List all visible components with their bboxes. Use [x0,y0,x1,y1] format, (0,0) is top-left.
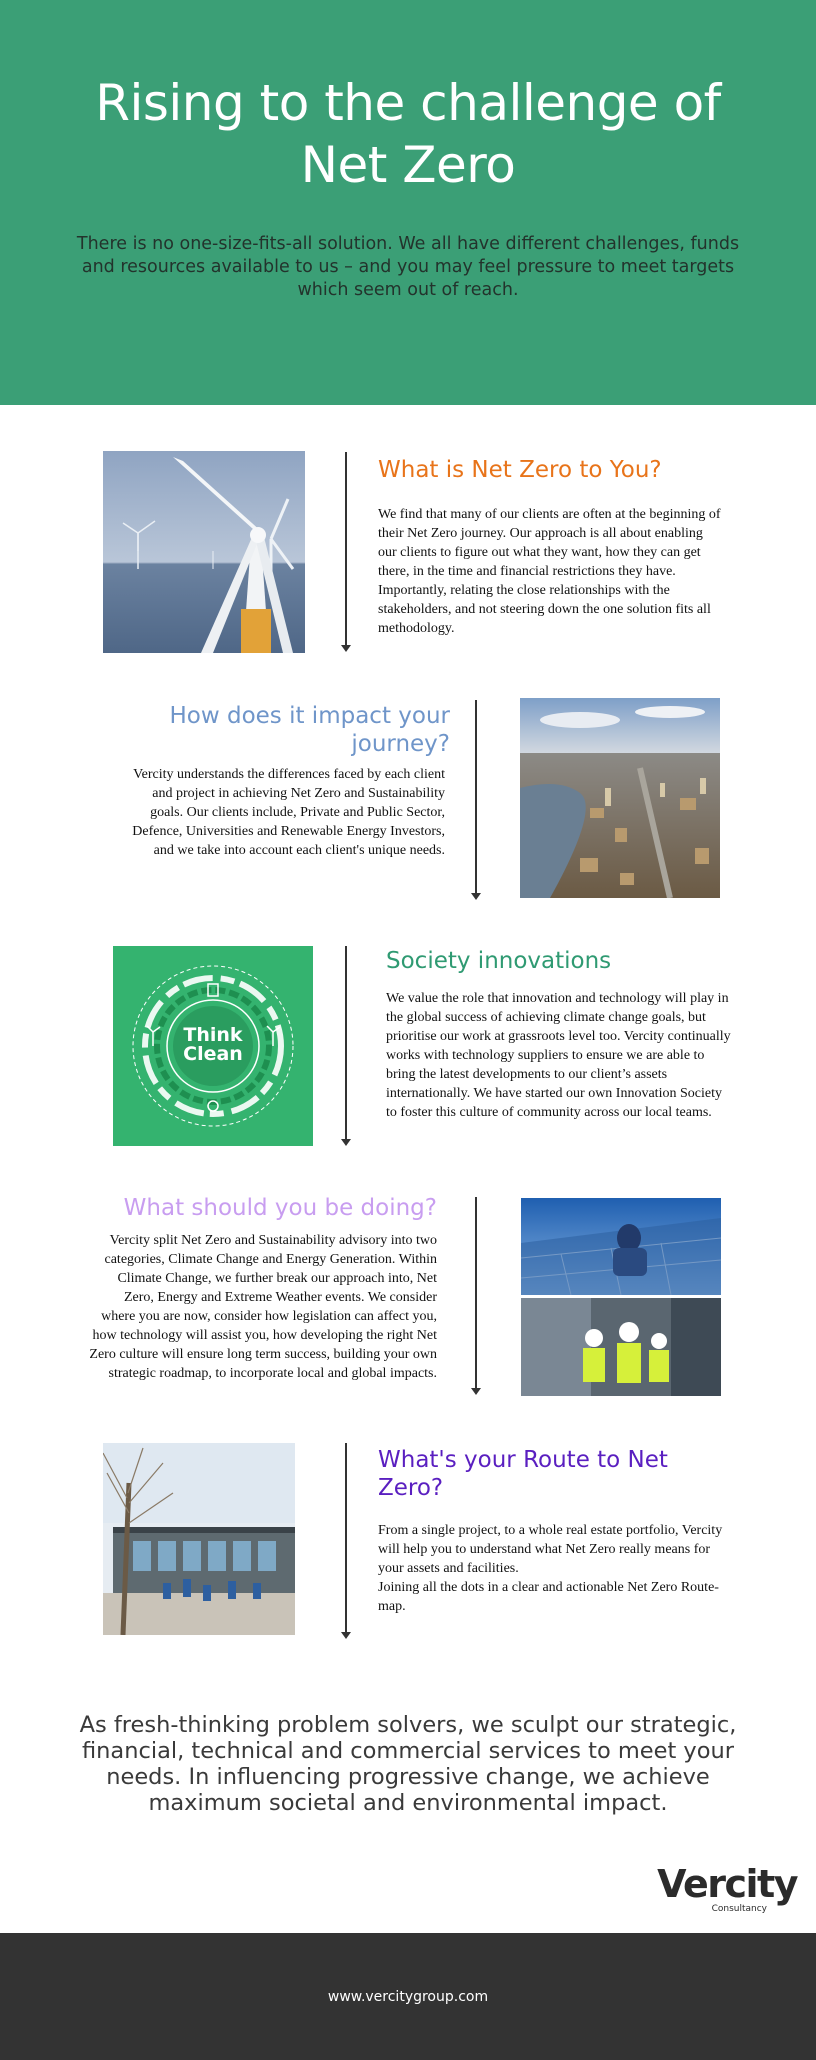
clean-label: Clean [183,1043,243,1065]
timeline-arrow [341,452,351,650]
school-children-image [103,1443,295,1635]
think-clean-text [113,1026,313,1064]
logo-subtitle: Consultancy [711,1904,767,1914]
section-2-heading: How does it impact your journey? [169,703,450,757]
page-title: Rising to the challenge of Net Zero [95,74,721,194]
section-5-body-text-2: Joining all the dots in a clear and actionable Net Zero Route-map. [378,1580,719,1614]
section-1-heading: What is Net Zero to You? [378,457,662,483]
section-5-body-text: From a single project, to a whole real estate portfolio, Vercity will help you to understand what Net Zero really means for your assets and facilities. [378,1523,723,1576]
vercity-logo [645,1862,797,1918]
section-4-body: Vercity split Net Zero and Sustainability advisory into two categories, Climate Change and Energy Generation. Within Climate Change, we further break our approach into, Net Zero, Energy and Extreme Weather events. We consider where you are now, consider how legislation can affect you, how technology will assist you, how developing the right Net Zero culture will ensure long term success, building your own strategic roadmap, to incorporate local and global impacts. [89,1233,437,1381]
timeline-arrow [341,946,351,1144]
section-3-heading: Society innovations [386,948,612,974]
section-2-body: Vercity understands the differences faced by each client and project in achieving Net Zero and Sustainability goals. Our clients include, Private and Public Sector, Defence, Universities and Renewable Energy Investors, and we take into account each client's unique needs. [132,767,445,858]
timeline-arrow [341,1443,351,1637]
hero-subtitle: There is no one-size-fits-all solution. We all have different challenges, funds and resources available to us – and you may feel pressure to meet targets which seem out of reach. [76,234,740,300]
logo-wordmark: Vercity [657,1862,797,1906]
section-5-body [378,1521,723,1616]
closing-statement: As fresh-thinking problem solvers, we sculpt our strategic, financial, technical and commercial services to meet your needs. In influencing progressive change, we achieve maximum societal and environmental impact. [79,1712,737,1816]
section-4-heading: What should you be doing? [123,1195,437,1221]
wind-turbines-image [103,451,305,653]
solar-and-workers-image [521,1198,721,1396]
section-5-heading: What's your Route to Net Zero? [378,1447,668,1501]
city-aerial-image [520,698,720,898]
hero-banner [0,0,816,405]
section-3-body: We value the role that innovation and technology will play in the global success of achieving climate change goals, but prioritise our work at grassroots level too. Vercity continually works with technology suppliers to ensure we are able to bring the latest developments to our client’s assets internationally. We have started our own Innovation Society to foster this culture of community across our local teams. [386,991,731,1120]
timeline-arrow [471,700,481,898]
timeline-arrow [471,1197,481,1393]
footer [0,1933,816,2060]
think-clean-image [113,946,313,1146]
think-label: Think [183,1024,243,1046]
section-1-body: We find that many of our clients are often at the beginning of their Net Zero journey. Our approach is all about enabling our clients to figure out what they want, how they can get there, in the time and financial restrictions they have. Importantly, relating the close relationships with the stakeholders, and not steering down the one solution fits all methodology. [378,507,721,636]
website-link[interactable]: www.vercitygroup.com [327,1989,489,2005]
